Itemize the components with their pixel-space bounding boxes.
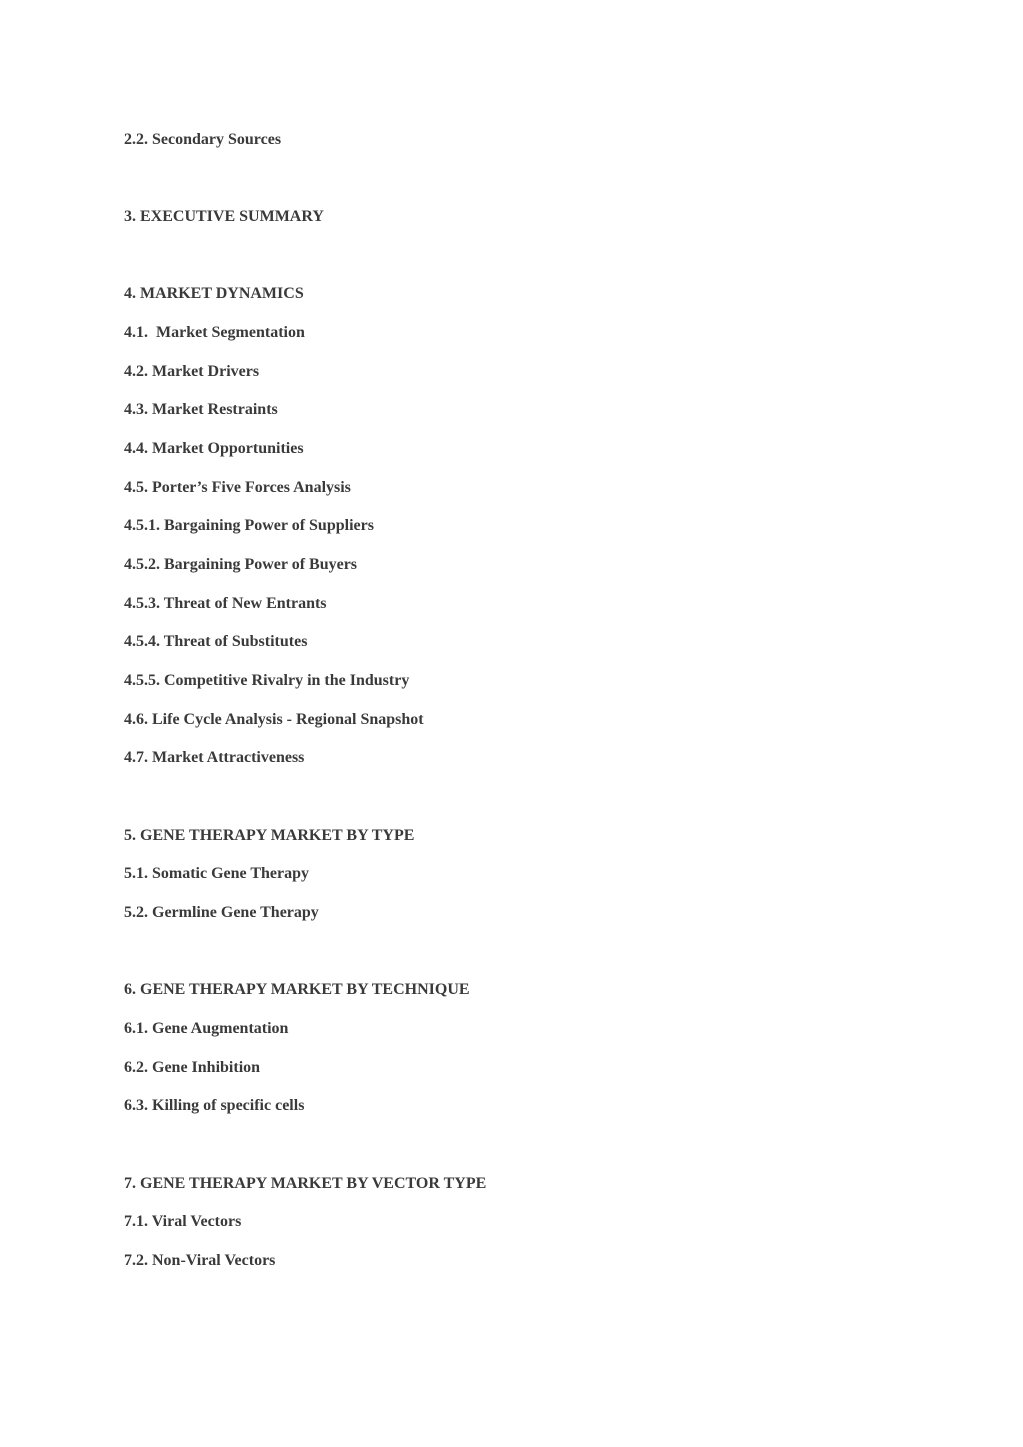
toc-entry-4-4: 4.4. Market Opportunities bbox=[124, 440, 304, 457]
toc-heading-4: 4. MARKET DYNAMICS bbox=[124, 285, 304, 302]
toc-entry-6-3: 6.3. Killing of specific cells bbox=[124, 1097, 305, 1114]
toc-entry-4-2: 4.2. Market Drivers bbox=[124, 363, 260, 380]
toc-entry-6-1: 6.1. Gene Augmentation bbox=[124, 1020, 289, 1037]
toc-entry-4-6: 4.6. Life Cycle Analysis - Regional Snapshot bbox=[124, 711, 424, 728]
toc-entry-7-1: 7.1. Viral Vectors bbox=[124, 1213, 242, 1230]
toc-entry-4-5-2: 4.5.2. Bargaining Power of Buyers bbox=[124, 556, 358, 573]
toc-entry-6-2: 6.2. Gene Inhibition bbox=[124, 1059, 261, 1076]
toc-entry-5-1: 5.1. Somatic Gene Therapy bbox=[124, 865, 310, 882]
toc-heading-3: 3. EXECUTIVE SUMMARY bbox=[124, 208, 324, 225]
toc-entry-2-2: 2.2. Secondary Sources bbox=[124, 131, 282, 148]
toc-entry-4-1: 4.1. Market Segmentation bbox=[124, 324, 305, 341]
toc-entry-4-3: 4.3. Market Restraints bbox=[124, 401, 278, 418]
toc-entry-7-2: 7.2. Non-Viral Vectors bbox=[124, 1252, 276, 1269]
toc-entry-4-5-1: 4.5.1. Bargaining Power of Suppliers bbox=[124, 517, 374, 534]
toc-heading-5: 5. GENE THERAPY MARKET BY TYPE bbox=[124, 827, 415, 844]
toc-entry-4-5-3: 4.5.3. Threat of New Entrants bbox=[124, 595, 327, 612]
toc-entry-4-7: 4.7. Market Attractiveness bbox=[124, 749, 305, 766]
toc-entry-4-5: 4.5. Porter’s Five Forces Analysis bbox=[124, 479, 351, 496]
toc-entry-4-5-4: 4.5.4. Threat of Substitutes bbox=[124, 633, 308, 650]
toc-heading-7: 7. GENE THERAPY MARKET BY VECTOR TYPE bbox=[124, 1175, 487, 1192]
toc-entry-5-2: 5.2. Germline Gene Therapy bbox=[124, 904, 319, 921]
toc-heading-6: 6. GENE THERAPY MARKET BY TECHNIQUE bbox=[124, 981, 470, 998]
toc-entry-4-5-5: 4.5.5. Competitive Rivalry in the Industry bbox=[124, 672, 410, 689]
